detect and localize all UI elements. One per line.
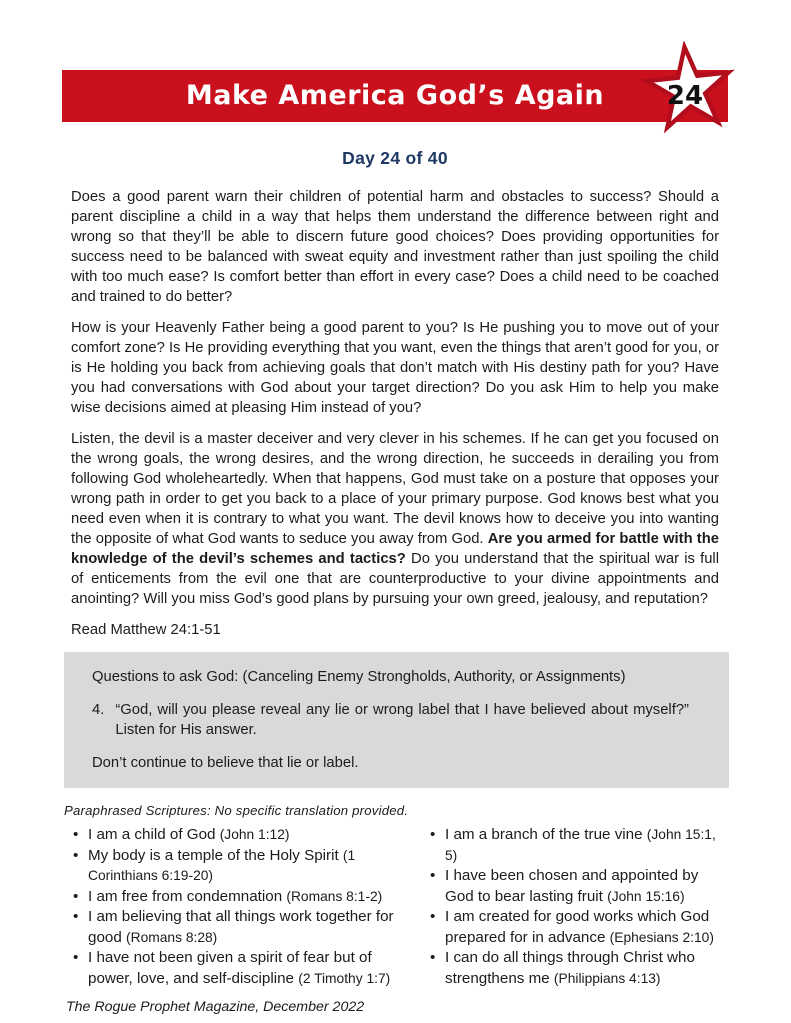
- scripture-list-left: [71, 825, 428, 989]
- questions-box-footer: Don’t continue to believe that lie or label.: [92, 755, 359, 771]
- scripture-item: • I can do all things through Christ who strengthens me (Philippians 4:13): [428, 948, 719, 989]
- question-text: “God, will you please reveal any lie or wrong label that I have believed about myself?” Listen for His answer.: [115, 702, 689, 738]
- title-banner: [62, 70, 728, 122]
- body-paragraph: Listen, the devil is a master deceiver and very clever in his schemes. If he can get you focused on the wrong goals, the wrong desires, and the wrong direction, he succeeds in derailing you from following God wholeheartedly. When that happens, God must take on a posture that opposes your wrong path in order to get you back to a place of your primary purpose. God knows best what you need even when it is contrary to what you want. The devil knows how to deceive you into wanting the opposite of what God wants to seduce you away from God. Are you armed for battle with the knowledge of the devil’s schemes and tactics? Do you understand that the spiritual war is full of enticements from the evil one that are counterproductive to your divine appointments and anointing? Will you miss God’s good plans by pursuing your own greed, jealousy, and reputation?: [71, 431, 719, 607]
- question-item: [92, 700, 689, 740]
- scripture-item: • I am believing that all things work together for good (Romans 8:28): [71, 907, 412, 948]
- day-star-badge: [640, 41, 738, 139]
- magazine-footer: The Rogue Prophet Magazine, December 2022: [66, 999, 365, 1015]
- page-content: [64, 140, 719, 1015]
- day-heading: Day 24 of 40: [342, 148, 448, 168]
- scripture-list-right: [428, 825, 719, 989]
- scripture-columns: [71, 825, 719, 989]
- scripture-item: • My body is a temple of the Holy Spirit (1 Corinthians 6:19-20): [71, 846, 412, 887]
- body-paragraphs: [71, 187, 719, 609]
- scripture-item: • I am a child of God (John 1:12): [71, 825, 412, 846]
- banner-title: Make America God’s Again: [185, 80, 605, 111]
- question-number: 4.: [92, 702, 105, 718]
- questions-box: [64, 652, 729, 788]
- scripture-item: • I have not been given a spirit of fear but of power, love, and self-discipline (2 Timothy 1:7): [71, 948, 412, 989]
- scripture-item: • I am a branch of the true vine (John 15:1, 5): [428, 825, 719, 866]
- scripture-item: • I am created for good works which God prepared for in advance (Ephesians 2:10): [428, 907, 719, 948]
- body-paragraph: Does a good parent warn their children of potential harm and obstacles to success? Should a parent discipline a child in a way that helps them understand the difference between right and wrong so that they’ll be able to discern future good choices? Does providing opportunities for success need to be balanced with sweat equity and investment rather than just spoiling the child with too much ease? Is comfort better than effort in every case? Does a child need to be coached and trained to do better?: [71, 189, 719, 305]
- scripture-reading-line: Read Matthew 24:1-51: [71, 622, 221, 638]
- star-day-number: 24: [666, 81, 704, 111]
- scripture-note: Paraphrased Scriptures: No specific translation provided.: [64, 803, 409, 818]
- body-paragraph: How is your Heavenly Father being a good parent to you? Is He pushing you to move out of your comfort zone? Is He providing everything that you want, even the things that aren’t good for you, or is He holding you back from achieving goals that don’t match with His destiny path for you? Have you had conversations with God about your target direction? Do you ask Him to help you make wise decisions aimed at pleasing Him instead of you?: [71, 320, 719, 416]
- scripture-item: • I have been chosen and appointed by God to bear lasting fruit (John 15:16): [428, 866, 719, 907]
- questions-box-heading: Questions to ask God: (Canceling Enemy Strongholds, Authority, or Assignments): [92, 669, 626, 685]
- scripture-item: • I am free from condemnation (Romans 8:1-2): [71, 887, 412, 908]
